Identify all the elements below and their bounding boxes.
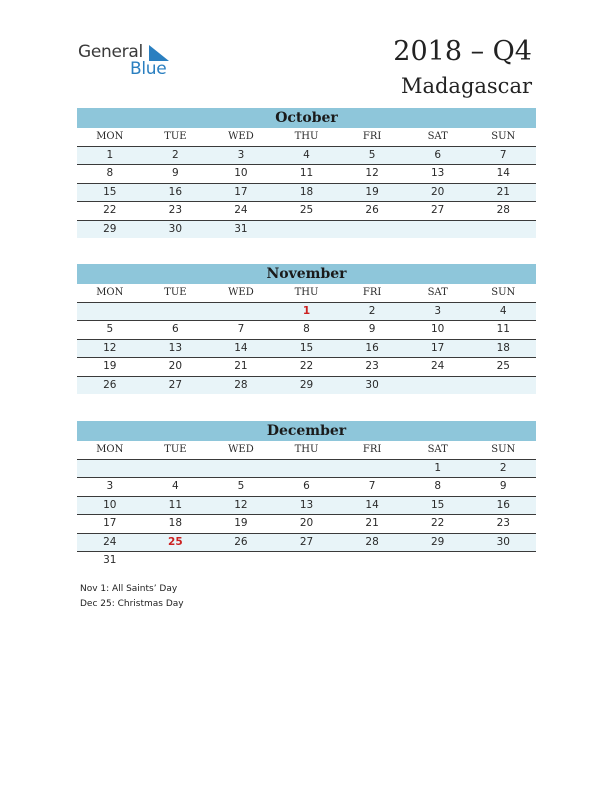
day-cell: 25 [168, 535, 183, 548]
empty-day-cell [274, 552, 340, 570]
empty-day-cell [208, 460, 274, 478]
day-cell: 13 [168, 341, 183, 354]
day-cell: 16 [365, 341, 379, 354]
day-cell: 19 [365, 185, 379, 198]
empty-day-cell [143, 552, 209, 570]
empty-day-cell [274, 221, 340, 239]
day-cell: 8 [303, 323, 310, 335]
empty-day-cell [208, 303, 274, 321]
week-row [77, 340, 536, 359]
week-row [77, 221, 536, 239]
month-calendar-october [77, 108, 536, 238]
day-cell: 11 [168, 498, 183, 511]
weekday-label: THU [294, 131, 319, 142]
day-cell: 26 [234, 535, 248, 548]
week-row [77, 534, 536, 553]
weekday-label: TUE [164, 287, 187, 298]
empty-day-cell [470, 377, 536, 395]
day-cell: 11 [496, 323, 510, 335]
empty-day-cell [143, 303, 209, 321]
weekday-label: WED [228, 287, 254, 298]
day-cell: 17 [234, 185, 248, 198]
day-cell: 23 [168, 204, 183, 216]
day-cell: 8 [106, 167, 114, 179]
empty-day-cell [339, 221, 405, 239]
day-cell: 18 [299, 185, 314, 198]
country-subtitle: Madagascar [400, 74, 532, 98]
week-row [77, 478, 536, 497]
day-cell: 4 [303, 148, 310, 161]
day-cell: 21 [234, 360, 248, 372]
weekday-header-row [77, 284, 536, 303]
day-cell: 12 [365, 167, 379, 179]
week-row [77, 184, 536, 203]
day-cell: 5 [368, 148, 376, 161]
day-cell: 3 [434, 304, 442, 317]
day-cell: 20 [168, 360, 183, 372]
day-cell: 22 [299, 360, 314, 372]
empty-day-cell [143, 460, 209, 478]
day-cell: 1 [106, 148, 114, 161]
week-row [77, 358, 536, 377]
day-cell: 30 [365, 378, 379, 391]
weekday-header-row [77, 441, 536, 460]
logo [78, 42, 188, 82]
empty-day-cell [208, 552, 274, 570]
weekday-label: SUN [491, 287, 516, 298]
holiday-notes [80, 582, 184, 611]
day-cell: 19 [103, 360, 117, 372]
day-cell: 30 [496, 535, 510, 548]
day-cell: 29 [430, 535, 445, 548]
day-cell: 27 [430, 204, 445, 216]
empty-day-cell [339, 460, 405, 478]
day-cell: 26 [103, 378, 117, 391]
day-cell: 8 [434, 480, 442, 492]
weekday-label: TUE [164, 131, 187, 142]
weekday-label: SAT [427, 287, 448, 298]
day-cell: 2 [499, 461, 507, 474]
day-cell: 20 [299, 517, 314, 529]
day-cell: 27 [168, 378, 183, 391]
day-cell: 29 [299, 378, 314, 391]
day-cell: 22 [103, 204, 117, 216]
weekday-label: SUN [491, 444, 516, 455]
day-cell: 14 [234, 341, 248, 354]
week-row [77, 303, 536, 322]
day-cell: 7 [499, 148, 507, 161]
day-cell: 31 [103, 554, 117, 566]
day-cell: 6 [434, 148, 442, 161]
day-cell: 25 [496, 360, 510, 372]
day-cell: 12 [234, 498, 248, 511]
day-cell: 12 [103, 341, 117, 354]
empty-day-cell [339, 552, 405, 570]
day-cell: 28 [365, 535, 379, 548]
day-cell: 19 [234, 517, 248, 529]
day-cell: 14 [365, 498, 379, 511]
empty-day-cell [405, 377, 471, 395]
month-title: November [77, 264, 536, 284]
day-cell: 9 [499, 480, 507, 492]
day-cell: 24 [103, 535, 117, 548]
day-cell: 1 [434, 461, 442, 474]
day-cell: 17 [103, 517, 117, 529]
day-cell: 1 [302, 304, 311, 317]
page-title: 2018 – Q4 [393, 36, 532, 67]
day-cell: 3 [237, 148, 245, 161]
day-cell: 16 [496, 498, 510, 511]
day-cell: 5 [106, 323, 114, 335]
week-row [77, 552, 536, 570]
weekday-label: FRI [362, 287, 382, 298]
weekday-label: THU [294, 444, 319, 455]
day-cell: 15 [299, 341, 314, 354]
week-row [77, 165, 536, 184]
empty-day-cell [405, 221, 471, 239]
day-cell: 28 [496, 204, 510, 216]
week-row [77, 147, 536, 166]
weekday-label: WED [228, 131, 254, 142]
day-cell: 18 [168, 517, 183, 529]
holiday-note: Dec 25: Christmas Day [80, 598, 184, 609]
week-row [77, 515, 536, 534]
weekday-label: FRI [362, 131, 382, 142]
empty-day-cell [77, 303, 143, 321]
weekday-label: FRI [362, 444, 382, 455]
weekday-label: SAT [427, 444, 448, 455]
day-cell: 26 [365, 204, 379, 216]
day-cell: 22 [430, 517, 445, 529]
day-cell: 4 [499, 304, 507, 317]
week-row [77, 377, 536, 395]
day-cell: 10 [234, 167, 248, 179]
day-cell: 15 [103, 185, 117, 198]
weekday-label: MON [96, 287, 124, 298]
logo-text-blue: Blue [130, 59, 167, 79]
day-cell: 25 [299, 204, 314, 216]
weekday-header-row [77, 128, 536, 147]
day-cell: 5 [237, 480, 245, 492]
day-cell: 13 [430, 167, 445, 179]
weekday-label: THU [294, 287, 319, 298]
day-cell: 7 [368, 480, 376, 492]
day-cell: 6 [172, 323, 179, 335]
month-title: December [77, 421, 536, 441]
day-cell: 6 [303, 480, 310, 492]
weekday-label: WED [228, 444, 254, 455]
day-cell: 21 [365, 517, 379, 529]
weekday-label: MON [96, 444, 124, 455]
day-cell: 23 [365, 360, 379, 372]
weekday-label: MON [96, 131, 124, 142]
month-calendar-november [77, 264, 536, 394]
day-cell: 29 [103, 222, 117, 235]
day-cell: 20 [430, 185, 445, 198]
day-cell: 23 [496, 517, 510, 529]
empty-day-cell [470, 221, 536, 239]
day-cell: 10 [430, 323, 445, 335]
day-cell: 11 [299, 167, 314, 179]
day-cell: 24 [430, 360, 445, 372]
day-cell: 14 [496, 167, 510, 179]
day-cell: 9 [368, 323, 376, 335]
month-calendar-december [77, 421, 536, 570]
holiday-note: Nov 1: All Saints’ Day [80, 584, 178, 594]
day-cell: 16 [168, 185, 183, 198]
week-row [77, 497, 536, 516]
weekday-label: SAT [427, 131, 448, 142]
weekday-label: SUN [491, 131, 516, 142]
day-cell: 13 [299, 498, 314, 511]
month-title: October [77, 108, 536, 128]
day-cell: 10 [103, 498, 117, 511]
day-cell: 28 [234, 378, 248, 391]
empty-day-cell [274, 460, 340, 478]
day-cell: 21 [496, 185, 510, 198]
day-cell: 2 [172, 148, 179, 161]
day-cell: 24 [234, 204, 248, 216]
week-row [77, 460, 536, 479]
empty-day-cell [470, 552, 536, 570]
day-cell: 4 [172, 480, 179, 492]
day-cell: 9 [172, 167, 179, 179]
week-row [77, 321, 536, 340]
day-cell: 3 [106, 480, 114, 492]
weekday-label: TUE [164, 444, 187, 455]
empty-day-cell [77, 460, 143, 478]
empty-day-cell [405, 552, 471, 570]
logo-text-general: General [78, 42, 143, 62]
day-cell: 17 [430, 341, 445, 354]
week-row [77, 202, 536, 221]
day-cell: 18 [496, 341, 510, 354]
day-cell: 2 [368, 304, 376, 317]
day-cell: 31 [234, 222, 248, 235]
day-cell: 30 [168, 222, 183, 235]
day-cell: 27 [299, 535, 314, 548]
day-cell: 15 [430, 498, 445, 511]
day-cell: 7 [237, 323, 245, 335]
